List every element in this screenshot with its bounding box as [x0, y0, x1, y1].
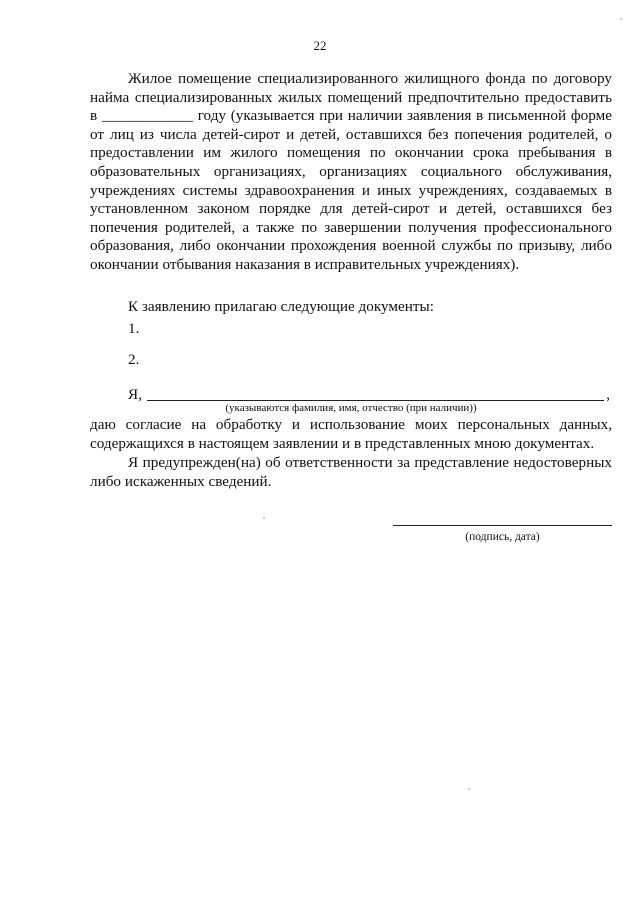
warning-text: Я предупрежден(на) об ответственности за представление недостоверных либо искаженных сведений.	[90, 454, 612, 490]
documents-intro: К заявлению прилагаю следующие документы:	[128, 298, 434, 315]
applicant-prefix: Я,	[128, 386, 142, 403]
housing-paragraph-text: Жилое помещение специализированного жилищного фонда по договору найма специализированных жилых помещений предпочтительно предоставить в ____________ году (указывается при наличии заявления в письменной форме от лиц из числа детей-сирот и детей, оставшихся без попечения родителей, о предоставлении им жилого помещения по окончании срока пребывания в образовательных организациях, организациях социального обслуживания, учреждениях системы здравоохранения и иных учреждениях, создаваемых в установленном законом порядке для детей-сирот и детей, оставшихся без попечения родителей, а также по завершении получения профессионального образования, либо окончании прохождения военной службы по призыву, либо окончании отбывания наказания в исправительных учреждениях).	[90, 70, 612, 273]
scan-speck	[468, 788, 470, 790]
attached-documents	[128, 298, 434, 368]
consent-text: даю согласие на обработку и использование моих персональных данных, содержащихся в настоящем заявлении и в представленных мною документах.	[90, 416, 612, 452]
consent-block	[90, 416, 612, 491]
signature-field[interactable]	[393, 525, 612, 526]
scan-speck	[620, 18, 622, 20]
applicant-name-hint: (указываются фамилия, имя, отчество (при наличии))	[225, 402, 477, 414]
page-number: 22	[313, 38, 327, 53]
applicant-suffix: ,	[606, 386, 610, 403]
document-item-2: 2.	[128, 351, 140, 368]
housing-paragraph	[90, 70, 612, 275]
signature-hint: (подпись, дата)	[465, 531, 540, 543]
document-item-1: 1.	[128, 319, 140, 337]
applicant-name-field[interactable]	[147, 400, 604, 401]
scan-speck	[263, 517, 265, 519]
